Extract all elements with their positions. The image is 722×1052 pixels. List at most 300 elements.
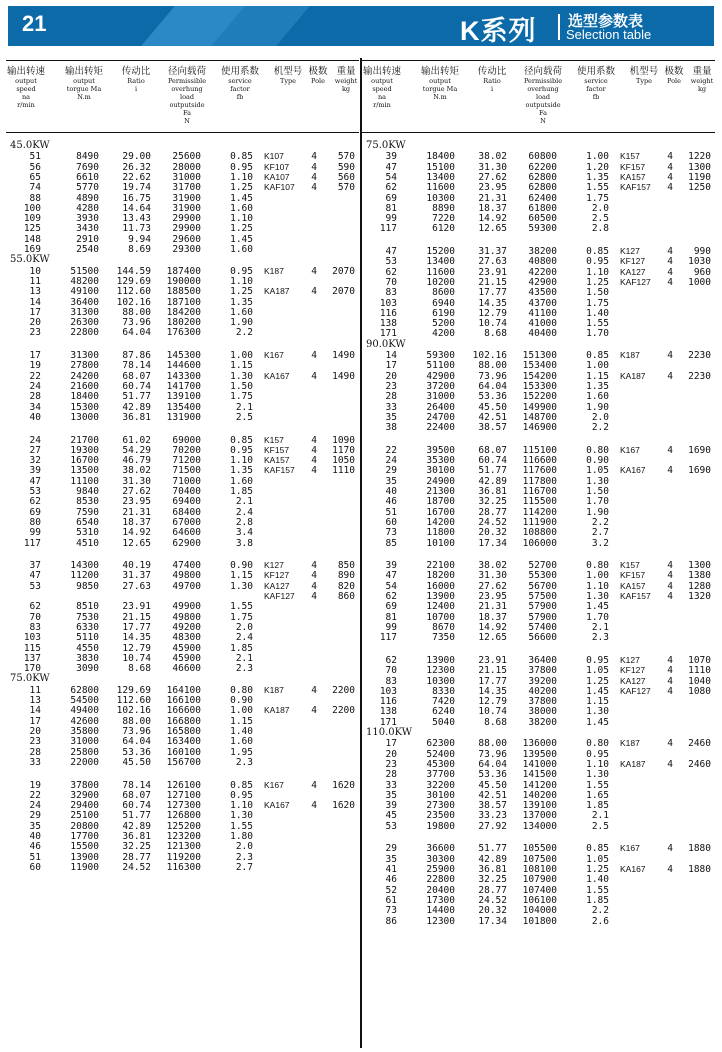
- output-torque-cell: 3830: [76, 652, 99, 664]
- output-torque-cell: 20800: [70, 820, 99, 832]
- service-factor-cell: 1.15: [230, 570, 253, 582]
- output-speed-cell: 35: [385, 475, 397, 487]
- service-factor-cell: 1.75: [230, 611, 253, 623]
- overhung-load-cell: 41000: [528, 318, 557, 330]
- ratio-cell: 88.00: [122, 306, 151, 318]
- series-title: K系列: [460, 16, 537, 46]
- output-speed-cell: 13: [29, 286, 41, 298]
- output-torque-cell: 5200: [432, 318, 455, 330]
- weight-cell: 1110: [688, 665, 711, 677]
- service-factor-cell: 2.2: [591, 905, 609, 917]
- ratio-cell: 42.89: [478, 853, 507, 865]
- output-torque-cell: 37800: [70, 779, 99, 791]
- header-label-cn: 输出转速: [362, 66, 401, 77]
- ratio-cell: 21.31: [478, 192, 507, 204]
- overhung-load-cell: 108100: [522, 864, 557, 875]
- output-torque-cell: 6190: [432, 307, 455, 319]
- output-speed-cell: 46: [29, 841, 41, 853]
- pole-cell: 4: [667, 843, 673, 855]
- service-factor-cell: 2.0: [235, 841, 253, 853]
- pole-cell: 4: [311, 444, 317, 456]
- ratio-cell: 144.59: [116, 265, 151, 277]
- service-factor-cell: 1.40: [586, 307, 609, 319]
- output-speed-cell: 81: [385, 611, 397, 623]
- ratio-cell: 42.51: [478, 411, 507, 423]
- ratio-cell: 36.81: [478, 486, 507, 498]
- pole-cell: 4: [311, 570, 317, 582]
- ratio-cell: 26.32: [122, 161, 151, 173]
- output-speed-cell: 33: [29, 756, 41, 768]
- ratio-cell: 102.16: [472, 350, 507, 362]
- overhung-load-cell: 141700: [166, 380, 201, 392]
- table-row: [6, 663, 359, 674]
- table-row: [362, 632, 715, 643]
- overhung-load-cell: 127300: [166, 800, 201, 812]
- overhung-load-cell: 166600: [166, 705, 201, 717]
- ratio-cell: 88.00: [478, 360, 507, 372]
- output-torque-cell: 18200: [426, 570, 455, 582]
- service-factor-cell: 1.50: [230, 380, 253, 392]
- output-speed-cell: 171: [379, 328, 397, 340]
- power-section-heading: 75.0KW: [366, 140, 406, 151]
- output-torque-cell: 8670: [432, 621, 455, 633]
- output-speed-cell: 148: [23, 233, 41, 245]
- table-header-top-rule: [6, 60, 359, 61]
- weight-cell: 1320: [688, 591, 711, 603]
- output-speed-cell: 39: [29, 465, 41, 477]
- header-label-en: Fa: [539, 109, 547, 117]
- ratio-cell: 10.74: [478, 706, 507, 718]
- output-torque-cell: 13400: [426, 256, 455, 268]
- output-torque-cell: 22800: [70, 327, 99, 339]
- ratio-cell: 102.16: [116, 705, 151, 717]
- service-factor-cell: 1.05: [586, 853, 609, 865]
- overhung-load-cell: 139100: [522, 800, 557, 812]
- overhung-load-cell: 107500: [522, 853, 557, 865]
- overhung-load-cell: 71500: [172, 465, 201, 477]
- table-header-cell: [268, 66, 308, 85]
- output-speed-cell: 60: [29, 861, 41, 873]
- header-label-en: na: [377, 93, 387, 101]
- output-speed-cell: 46: [385, 874, 397, 886]
- overhung-load-cell: 40200: [528, 685, 557, 697]
- type-cell: KA157: [620, 171, 646, 182]
- ratio-cell: 20.32: [478, 905, 507, 917]
- table-header-bottom-rule: [362, 132, 715, 133]
- ratio-cell: 14.92: [478, 213, 507, 225]
- type-cell: K157: [620, 560, 640, 571]
- ratio-cell: 42.89: [122, 401, 151, 413]
- ratio-cell: 17.77: [478, 675, 507, 687]
- output-speed-cell: 51: [29, 851, 41, 863]
- service-factor-cell: 0.85: [586, 246, 609, 258]
- service-factor-cell: 1.30: [586, 591, 609, 603]
- ratio-cell: 8.68: [484, 328, 507, 340]
- table-row: [362, 717, 715, 728]
- ratio-cell: 36.81: [478, 864, 507, 875]
- overhung-load-cell: 60800: [528, 151, 557, 163]
- overhung-load-cell: 164100: [166, 684, 201, 696]
- ratio-cell: 32.25: [478, 874, 507, 886]
- ratio-cell: 112.60: [116, 286, 151, 298]
- ratio-cell: 24.52: [478, 894, 507, 906]
- output-speed-cell: 47: [29, 475, 41, 487]
- type-cell: KAF127: [620, 685, 651, 696]
- output-torque-cell: 13900: [426, 591, 455, 603]
- overhung-load-cell: 48300: [172, 632, 201, 644]
- output-speed-cell: 61: [385, 894, 397, 906]
- pole-cell: 4: [311, 591, 317, 603]
- ratio-cell: 23.91: [122, 601, 151, 613]
- ratio-cell: 112.60: [116, 695, 151, 707]
- type-cell: K157: [264, 434, 284, 445]
- output-speed-cell: 35: [385, 411, 397, 423]
- output-speed-cell: 40: [385, 486, 397, 498]
- ratio-cell: 78.14: [122, 779, 151, 791]
- overhung-load-cell: 70200: [172, 444, 201, 456]
- output-torque-cell: 31000: [426, 391, 455, 403]
- service-factor-cell: 1.60: [230, 202, 253, 214]
- type-cell: K187: [620, 350, 640, 361]
- type-cell: K107: [264, 151, 284, 162]
- service-factor-cell: 2.4: [235, 506, 253, 518]
- output-speed-cell: 17: [385, 738, 397, 750]
- weight-cell: 2460: [688, 758, 711, 770]
- output-torque-cell: 35800: [70, 725, 99, 737]
- output-speed-cell: 35: [29, 820, 41, 832]
- service-factor-cell: 0.95: [586, 256, 609, 268]
- output-speed-cell: 20: [385, 370, 397, 382]
- ratio-cell: 16.75: [122, 192, 151, 204]
- overhung-load-cell: 134000: [522, 820, 557, 832]
- overhung-load-cell: 117600: [522, 465, 557, 477]
- ratio-cell: 27.63: [122, 580, 151, 592]
- overhung-load-cell: 141500: [522, 769, 557, 781]
- overhung-load-cell: 165800: [166, 725, 201, 737]
- overhung-load-cell: 176300: [166, 327, 201, 339]
- overhung-load-cell: 29600: [172, 233, 201, 245]
- ratio-cell: 68.07: [478, 444, 507, 456]
- output-torque-cell: 4550: [76, 642, 99, 654]
- ratio-cell: 61.02: [122, 434, 151, 446]
- service-factor-cell: 1.10: [230, 455, 253, 467]
- overhung-load-cell: 62900: [172, 537, 201, 549]
- type-cell: K167: [620, 444, 640, 455]
- output-torque-cell: 5040: [432, 716, 455, 728]
- output-speed-cell: 170: [23, 663, 41, 675]
- output-speed-cell: 24: [385, 455, 397, 467]
- ratio-cell: 68.07: [122, 789, 151, 801]
- pole-cell: 4: [667, 864, 673, 875]
- output-torque-cell: 6330: [76, 621, 99, 633]
- ratio-cell: 73.96: [478, 748, 507, 760]
- service-factor-cell: 1.15: [586, 696, 609, 708]
- service-factor-cell: 1.25: [586, 276, 609, 288]
- pole-cell: 4: [667, 256, 673, 268]
- service-factor-cell: 1.35: [586, 380, 609, 392]
- header-label-en: N: [184, 117, 190, 125]
- overhung-load-cell: 62400: [528, 192, 557, 204]
- weight-cell: 1620: [332, 779, 355, 791]
- ratio-cell: 14.35: [478, 685, 507, 697]
- service-factor-cell: 2.7: [235, 861, 253, 873]
- ratio-cell: 21.31: [478, 601, 507, 613]
- output-torque-cell: 2910: [76, 233, 99, 245]
- type-cell: KAF157: [264, 465, 295, 476]
- output-speed-cell: 32: [29, 455, 41, 467]
- service-factor-cell: 0.90: [230, 695, 253, 707]
- output-torque-cell: 54500: [70, 695, 99, 707]
- overhung-load-cell: 148700: [522, 411, 557, 423]
- output-torque-cell: 15100: [426, 161, 455, 173]
- output-speed-cell: 86: [385, 915, 397, 927]
- service-factor-cell: 2.3: [235, 663, 253, 675]
- table-row: [362, 328, 715, 339]
- header-label-en: Pole: [311, 77, 325, 85]
- overhung-load-cell: 145300: [166, 350, 201, 362]
- output-speed-cell: 28: [29, 746, 41, 758]
- service-factor-cell: 1.55: [586, 182, 609, 194]
- pole-cell: 4: [667, 758, 673, 770]
- output-torque-cell: 31000: [70, 736, 99, 748]
- power-section-heading: 55.0KW: [10, 254, 50, 266]
- output-speed-cell: 27: [29, 444, 41, 456]
- overhung-load-cell: 57400: [528, 621, 557, 633]
- overhung-load-cell: 188500: [166, 286, 201, 298]
- overhung-load-cell: 114200: [522, 506, 557, 518]
- service-factor-cell: 1.55: [586, 779, 609, 791]
- pole-cell: 4: [311, 580, 317, 592]
- output-torque-cell: 7350: [432, 632, 455, 644]
- output-torque-cell: 20400: [426, 884, 455, 896]
- output-torque-cell: 42600: [70, 715, 99, 727]
- service-factor-cell: 3.4: [235, 527, 253, 539]
- overhung-load-cell: 141000: [522, 758, 557, 770]
- output-speed-cell: 17: [29, 715, 41, 727]
- ratio-cell: 17.77: [122, 621, 151, 633]
- weight-cell: 1090: [332, 434, 355, 446]
- overhung-load-cell: 146900: [522, 422, 557, 434]
- weight-cell: 990: [693, 246, 711, 258]
- overhung-load-cell: 116300: [166, 861, 201, 873]
- output-speed-cell: 117: [379, 223, 397, 235]
- service-factor-cell: 1.45: [230, 192, 253, 204]
- overhung-load-cell: 40800: [528, 256, 557, 268]
- service-factor-cell: 1.80: [230, 831, 253, 843]
- ratio-cell: 27.92: [478, 820, 507, 832]
- output-torque-cell: 22000: [70, 756, 99, 768]
- overhung-load-cell: 143300: [166, 370, 201, 382]
- service-factor-cell: 1.10: [586, 266, 609, 278]
- service-factor-cell: 2.3: [591, 632, 609, 644]
- output-torque-cell: 26400: [426, 401, 455, 413]
- output-torque-cell: 10300: [426, 675, 455, 687]
- output-speed-cell: 70: [29, 611, 41, 623]
- ratio-cell: 11.73: [122, 223, 151, 235]
- service-factor-cell: 0.85: [230, 151, 253, 163]
- service-factor-cell: 1.10: [586, 758, 609, 770]
- output-torque-cell: 30100: [426, 789, 455, 801]
- overhung-load-cell: 52700: [528, 560, 557, 572]
- weight-cell: 1690: [688, 444, 711, 456]
- output-torque-cell: 6240: [432, 706, 455, 718]
- output-speed-cell: 52: [385, 884, 397, 896]
- header-label-cn: 极数: [308, 66, 328, 77]
- output-speed-cell: 29: [385, 465, 397, 477]
- output-torque-cell: 42900: [426, 370, 455, 382]
- output-speed-cell: 14: [29, 705, 41, 717]
- overhung-load-cell: 104000: [522, 905, 557, 917]
- overhung-load-cell: 108800: [522, 527, 557, 539]
- service-factor-cell: 1.90: [230, 317, 253, 329]
- output-speed-cell: 60: [385, 516, 397, 528]
- output-speed-cell: 22: [29, 789, 41, 801]
- weight-cell: 1170: [332, 444, 355, 456]
- output-speed-cell: 17: [385, 360, 397, 372]
- service-factor-cell: 1.85: [230, 486, 253, 498]
- pole-cell: 4: [311, 455, 317, 467]
- overhung-load-cell: 107900: [522, 874, 557, 886]
- service-factor-cell: 1.30: [230, 580, 253, 592]
- output-speed-cell: 138: [379, 706, 397, 718]
- output-torque-cell: 21600: [70, 380, 99, 392]
- service-factor-cell: 2.5: [591, 820, 609, 832]
- output-speed-cell: 23: [29, 736, 41, 748]
- weight-cell: 1300: [688, 560, 711, 572]
- table-header-cell: [663, 66, 685, 85]
- service-factor-cell: 0.85: [586, 843, 609, 855]
- ratio-cell: 51.77: [122, 391, 151, 403]
- ratio-cell: 18.37: [122, 516, 151, 528]
- ratio-cell: 31.37: [478, 246, 507, 258]
- type-cell: KF127: [620, 256, 646, 267]
- weight-cell: 1190: [688, 171, 711, 183]
- header-label-en: service: [228, 77, 252, 85]
- ratio-cell: 38.02: [122, 465, 151, 477]
- type-cell: KA187: [620, 758, 646, 769]
- overhung-load-cell: 41100: [528, 307, 557, 319]
- service-factor-cell: 1.55: [586, 884, 609, 896]
- service-factor-cell: 1.85: [586, 894, 609, 906]
- output-speed-cell: 28: [385, 769, 397, 781]
- overhung-load-cell: 152200: [522, 391, 557, 403]
- output-torque-cell: 19300: [70, 444, 99, 456]
- output-torque-cell: 16700: [70, 455, 99, 467]
- header-label-en: kg: [341, 85, 351, 93]
- overhung-load-cell: 190000: [166, 275, 201, 287]
- pole-cell: 4: [667, 444, 673, 456]
- output-torque-cell: 24200: [70, 370, 99, 382]
- output-torque-cell: 4890: [76, 192, 99, 204]
- type-cell: K127: [620, 654, 640, 665]
- service-factor-cell: 1.35: [586, 171, 609, 183]
- output-speed-cell: 40: [29, 831, 41, 843]
- service-factor-cell: 1.25: [230, 286, 253, 298]
- output-torque-cell: 7220: [432, 213, 455, 225]
- service-factor-cell: 1.00: [586, 151, 609, 163]
- service-factor-cell: 1.70: [586, 328, 609, 340]
- output-speed-cell: 80: [29, 516, 41, 528]
- output-torque-cell: 12300: [426, 915, 455, 927]
- overhung-load-cell: 57900: [528, 611, 557, 623]
- type-cell: KA127: [620, 266, 646, 277]
- table-header-cell: [470, 66, 514, 93]
- weight-cell: 1000: [688, 276, 711, 288]
- output-torque-cell: 37200: [426, 380, 455, 392]
- service-factor-cell: 1.90: [586, 506, 609, 518]
- output-torque-cell: 8330: [432, 685, 455, 697]
- header-label-en: overhung: [171, 85, 203, 93]
- output-torque-cell: 10300: [426, 192, 455, 204]
- output-torque-cell: 15500: [70, 841, 99, 853]
- output-torque-cell: 6120: [432, 223, 455, 235]
- weight-cell: 1380: [688, 570, 711, 582]
- output-torque-cell: 25900: [426, 864, 455, 875]
- overhung-load-cell: 106100: [522, 894, 557, 906]
- ratio-cell: 73.96: [122, 725, 151, 737]
- output-torque-cell: 5110: [76, 632, 99, 644]
- ratio-cell: 31.30: [478, 570, 507, 582]
- output-speed-cell: 125: [23, 223, 41, 235]
- ratio-cell: 8.68: [484, 716, 507, 728]
- service-factor-cell: 2.7: [591, 527, 609, 539]
- table-header-cell: [307, 66, 329, 85]
- service-factor-cell: 1.35: [230, 465, 253, 477]
- overhung-load-cell: 31900: [172, 192, 201, 204]
- output-speed-cell: 109: [23, 213, 41, 225]
- pole-cell: 4: [667, 350, 673, 362]
- weight-cell: 850: [337, 560, 355, 572]
- overhung-load-cell: 49800: [172, 611, 201, 623]
- service-factor-cell: 0.90: [230, 560, 253, 572]
- overhung-load-cell: 56600: [528, 632, 557, 644]
- table-row: [6, 757, 359, 768]
- ratio-cell: 27.62: [478, 171, 507, 183]
- output-torque-cell: 51500: [70, 265, 99, 277]
- output-torque-cell: 24700: [426, 411, 455, 423]
- ratio-cell: 64.04: [122, 327, 151, 339]
- overhung-load-cell: 125200: [166, 820, 201, 832]
- output-torque-cell: 4280: [76, 202, 99, 214]
- overhung-load-cell: 38200: [528, 716, 557, 728]
- output-torque-cell: 21700: [70, 434, 99, 446]
- weight-cell: 1880: [688, 864, 711, 875]
- output-speed-cell: 53: [385, 256, 397, 268]
- output-torque-cell: 8600: [432, 287, 455, 299]
- ratio-cell: 23.95: [478, 182, 507, 194]
- service-factor-cell: 1.45: [230, 233, 253, 245]
- pole-cell: 4: [667, 685, 673, 697]
- output-torque-cell: 49100: [70, 286, 99, 298]
- type-cell: KF107: [264, 161, 290, 172]
- overhung-load-cell: 187400: [166, 265, 201, 277]
- type-cell: KA187: [620, 370, 646, 381]
- ratio-cell: 51.77: [478, 843, 507, 855]
- service-factor-cell: 2.1: [235, 652, 253, 664]
- pole-cell: 4: [667, 591, 673, 603]
- service-factor-cell: 1.70: [586, 496, 609, 508]
- output-speed-cell: 62: [385, 182, 397, 194]
- weight-cell: 570: [337, 182, 355, 194]
- service-factor-cell: 2.2: [235, 327, 253, 339]
- service-factor-cell: 2.3: [235, 851, 253, 863]
- output-torque-cell: 37700: [426, 769, 455, 781]
- overhung-load-cell: 121300: [166, 841, 201, 853]
- ratio-cell: 12.65: [478, 223, 507, 235]
- header-label-en: load: [535, 93, 551, 101]
- service-factor-cell: 2.1: [235, 401, 253, 413]
- header-label-cn: 使用系数: [220, 66, 259, 77]
